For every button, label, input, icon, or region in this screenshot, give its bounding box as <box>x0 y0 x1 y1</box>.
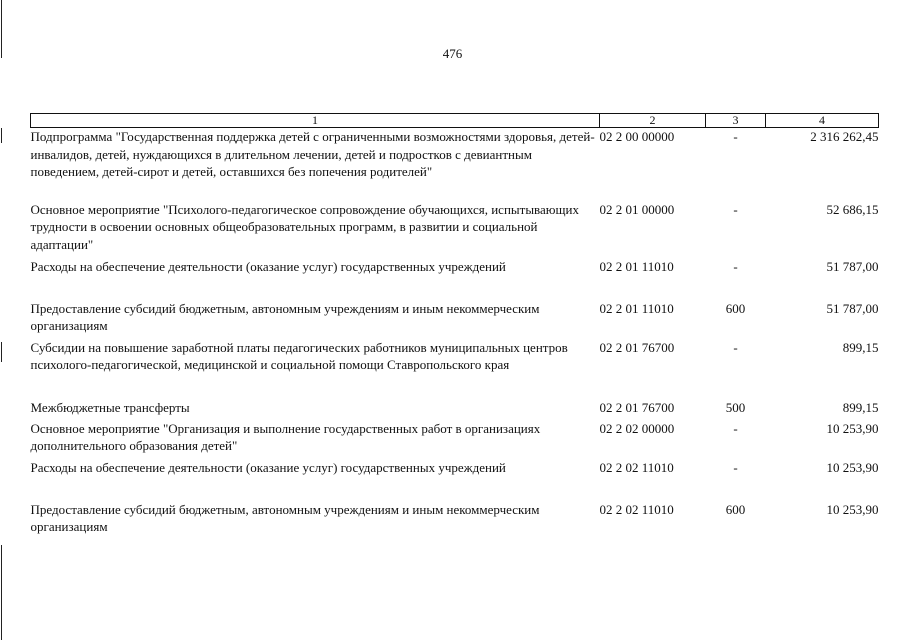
row-name: Предоставление субсидий бюджетным, автономным учреждениям и иным некоммерческим организациям <box>30 501 540 534</box>
row-type: - <box>733 129 738 144</box>
row-name: Межбюджетные трансферты <box>30 399 190 415</box>
table-row <box>31 420 879 459</box>
row-amount: 51 787,00 <box>826 300 879 316</box>
budget-table <box>30 113 879 537</box>
row-code: 02 2 02 00000 <box>599 420 675 436</box>
row-amount: 10 253,90 <box>826 459 879 475</box>
margin-line-bottom <box>1 545 2 640</box>
row-code: 02 2 00 00000 <box>599 129 675 144</box>
table-row <box>31 201 879 258</box>
row-code: 02 2 01 11010 <box>599 300 674 316</box>
header-row <box>31 114 879 128</box>
row-code: 02 2 02 11010 <box>599 501 674 517</box>
row-code: 02 2 01 00000 <box>599 201 675 217</box>
margin-tick-2 <box>1 342 2 362</box>
row-code: 02 2 01 76700 <box>599 339 675 355</box>
row-amount: 10 253,90 <box>826 501 879 517</box>
table-row <box>31 339 879 399</box>
row-type: - <box>733 459 738 475</box>
row-amount: 899,15 <box>842 339 879 355</box>
row-type: 500 <box>725 399 746 415</box>
header-col-4: 4 <box>766 114 879 128</box>
row-type: - <box>733 201 738 217</box>
row-name: Субсидии на повышение заработной платы педагогических работников муниципальных центров психолого-педагогической, медицинской и социальной помощи Ставропольского края <box>30 339 568 372</box>
table-row <box>31 128 879 201</box>
header-col-2: 2 <box>600 114 706 128</box>
row-type: - <box>733 420 738 436</box>
row-name: Основное мероприятие "Организация и выполнение государственных работ в организациях дополнительного образования детей" <box>30 420 541 453</box>
row-amount: 10 253,90 <box>826 420 879 436</box>
margin-line-top <box>1 0 2 58</box>
row-type: 600 <box>725 300 746 316</box>
row-amount: 899,15 <box>842 399 879 415</box>
row-type: - <box>733 339 738 355</box>
table-row <box>31 459 879 501</box>
row-name: Расходы на обеспечение деятельности (оказание услуг) государственных учреждений <box>30 459 506 475</box>
table-row <box>31 258 879 300</box>
table-row <box>31 300 879 339</box>
row-type: - <box>733 258 738 274</box>
row-code: 02 2 01 76700 <box>599 399 675 415</box>
row-amount: 52 686,15 <box>826 201 879 217</box>
row-code: 02 2 01 11010 <box>599 258 674 274</box>
page-number: 476 <box>442 46 463 61</box>
row-name: Основное мероприятие "Психолого-педагогическое сопровождение обучающихся, испытывающих трудности в освоении основных общеобразовательных программ, в развитии и социальной адаптации" <box>30 201 579 252</box>
row-code: 02 2 02 11010 <box>599 459 674 475</box>
row-type: 600 <box>725 501 746 517</box>
header-col-3: 3 <box>706 114 766 128</box>
header-col-1: 1 <box>31 114 600 128</box>
row-amount: 51 787,00 <box>826 258 879 274</box>
margin-tick-1 <box>1 128 2 143</box>
row-name: Предоставление субсидий бюджетным, автономным учреждениям и иным некоммерческим организациям <box>30 300 540 333</box>
table-row <box>31 501 879 537</box>
row-amount: 2 316 262,45 <box>810 129 879 144</box>
row-name: Подпрограмма "Государственная поддержка детей с ограниченными возможностями здоровья, детей-инвалидов, детей, нуждающихся в длительном лечении, детей и подростков с девиантным поведением, детей-сирот и детей, оставшихся без попечения родителей" <box>30 129 595 179</box>
row-name: Расходы на обеспечение деятельности (оказание услуг) государственных учреждений <box>30 258 506 274</box>
table-row <box>31 399 879 420</box>
